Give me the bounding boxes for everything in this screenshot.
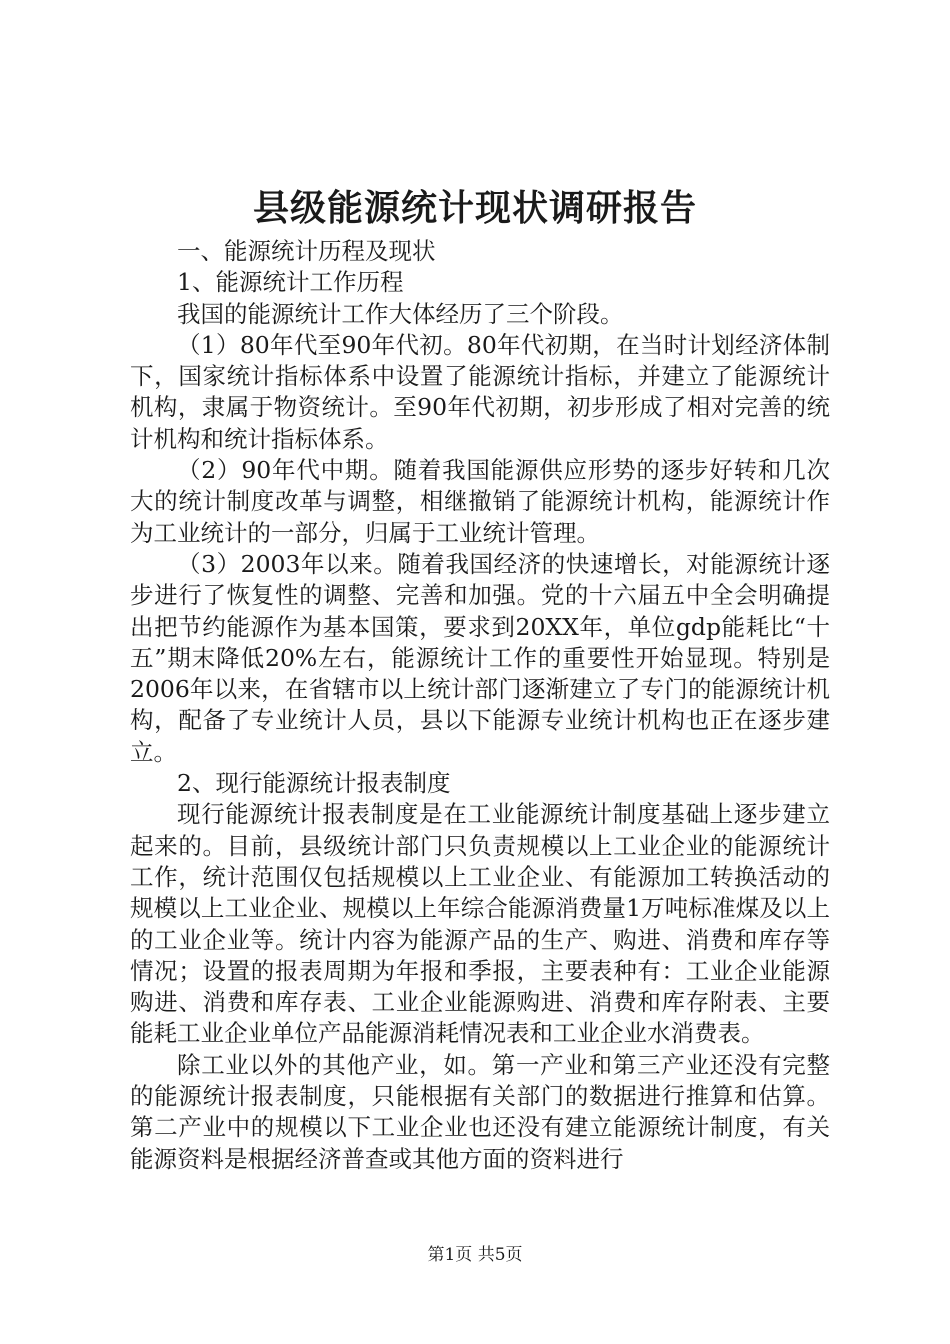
paragraph: （2）90年代中期。随着我国能源供应形势的逐步好转和几次大的统计制度改革与调整，相继撤销了能源统计机构，能源统计作为工业统计的一部分，归属于工业统计管理。 [130,456,830,547]
paragraph: 现行能源统计报表制度是在工业能源统计制度基础上逐步建立起来的。目前，县级统计部门只负责规模以上工业企业的能源统计工作，统计范围仅包括规模以上工业企业、有能源加工转换活动的规模以上工业企业、规模以上年综合能源消费量1万吨标准煤及以上的工业企业等。统计内容为能源产品的生产、购进、消费和库存等情况；设置的报表周期为年报和季报，主要表种有：工业企业能源购进、消费和库存表、工业企业能源购进、消费和库存附表、主要能耗工业企业单位产品能源消耗情况表和工业企业水消费表。 [130,800,830,1048]
section-heading: 一、能源统计历程及现状 [177,237,436,265]
paragraph: 我国的能源统计工作大体经历了三个阶段。 [177,299,624,328]
paragraph: （3）2003年以来。随着我国经济的快速增长，对能源统计逐步进行了恢复性的调整、完善和加强。党的十六届五中全会明确提出把节约能源作为基本国策，要求到20XX年，单位gdp能耗比“十五”期末降低20%左右，能源统计工作的重要性开始显现。特别是2006年以来，在省辖市以上统计部门逐渐建立了专门的能源统计机构，配备了专业统计人员，县以下能源专业统计机构也正在逐步建立。 [130,549,830,766]
page-footer: 第1页 共5页 [427,1245,523,1265]
document-body [130,236,830,1175]
subsection-heading: 1、能源统计工作历程 [177,268,404,297]
paragraph: 除工业以外的其他产业，如。第一产业和第三产业还没有完整的能源统计报表制度，只能根据有关部门的数据进行推算和估算。第二产业中的规模以下工业企业也还没有建立能源统计制度，有关能源资料是根据经济普查或其他方面的资料进行 [130,1050,830,1173]
paragraph: （1）80年代至90年代初。80年代初期，在当时计划经济体制下，国家统计指标体系中设置了能源统计指标，并建立了能源统计机构，隶属于物资统计。至90年代初期，初步形成了相对完善的统计机构和统计指标体系。 [130,330,830,453]
subsection-heading: 2、现行能源统计报表制度 [177,769,451,798]
document-title: 县级能源统计现状调研报告 [252,187,697,229]
